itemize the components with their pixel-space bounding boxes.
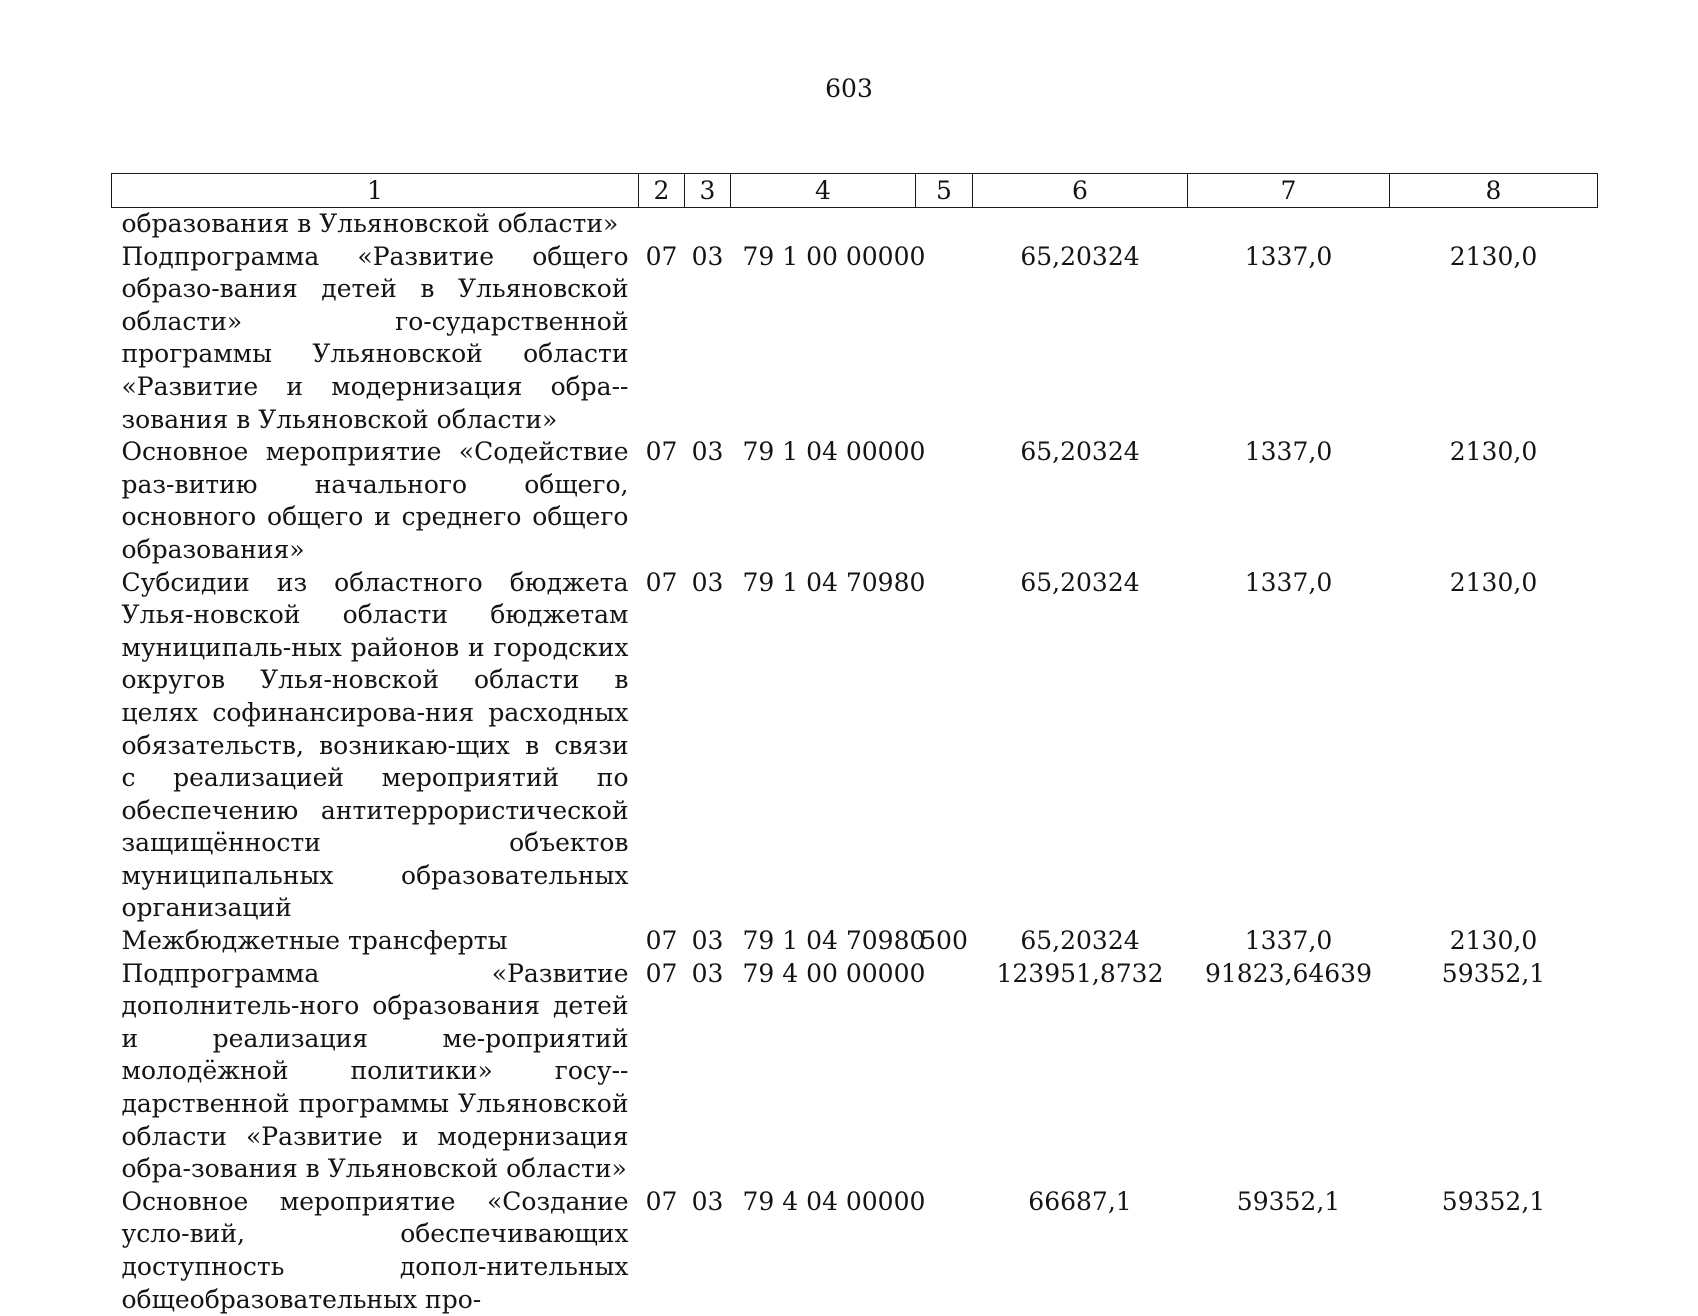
row-subsection: 03 <box>691 567 724 597</box>
row-expense-type: 500 <box>920 926 968 956</box>
budget-table <box>111 173 1598 1316</box>
row-amount-6: 65,20324 <box>1020 926 1140 956</box>
row-subsection: 03 <box>691 1186 724 1216</box>
row-description: Основное мероприятие «Содействие раз-витию начального общего, основного общего и среднего общего образования» <box>121 437 629 564</box>
header-col-1: 1 <box>112 174 639 208</box>
row-target-code: 79 1 04 00000 <box>742 437 926 467</box>
row-section: 07 <box>645 437 678 467</box>
row-amount-6: 66687,1 <box>1028 1186 1132 1216</box>
row-amount-6 <box>973 208 1188 241</box>
row-subsection <box>685 208 731 241</box>
row-target-code: 79 1 00 00000 <box>742 241 926 271</box>
row-expense-type <box>916 208 973 241</box>
row-subsection: 03 <box>691 926 724 956</box>
row-section: 07 <box>645 1186 678 1216</box>
row-description: Субсидии из областного бюджета Улья-новской области бюджетам муниципаль-ных районов и городских округов Улья-новской области в целях софинансирова-ния расходных обязательств, возникаю-щих в связи с реализацией мероприятий по обеспечению антитеррористической защищённости объектов муниципальных образовательных организаций <box>121 567 629 923</box>
row-amount-6: 65,20324 <box>1020 437 1140 467</box>
row-target-code: 79 4 00 00000 <box>742 958 926 988</box>
row-subsection: 03 <box>691 958 724 988</box>
row-amount-8: 59352,1 <box>1441 1186 1546 1216</box>
page-number: 603 <box>825 74 873 103</box>
row-amount-7: 91823,64639 <box>1204 958 1372 988</box>
header-col-3: 3 <box>685 174 731 208</box>
header-col-2: 2 <box>639 174 685 208</box>
row-amount-6: 123951,8732 <box>996 958 1164 988</box>
row-amount-7: 59352,1 <box>1236 1186 1341 1216</box>
row-amount-6: 65,20324 <box>1020 567 1140 597</box>
header-col-4: 4 <box>731 174 916 208</box>
row-amount-8: 59352,1 <box>1441 958 1546 988</box>
row-amount-7: 1337,0 <box>1244 926 1333 956</box>
row-section: 07 <box>645 926 678 956</box>
header-col-5: 5 <box>916 174 973 208</box>
row-section: 07 <box>645 958 678 988</box>
row-subsection: 03 <box>691 241 724 271</box>
row-amount-8: 2130,0 <box>1449 926 1538 956</box>
row-subsection: 03 <box>691 437 724 467</box>
table-header-row <box>112 174 1598 208</box>
row-target-code: 79 1 04 70980 <box>742 926 926 956</box>
row-section <box>639 208 685 241</box>
row-amount-7: 1337,0 <box>1244 241 1333 271</box>
table-row <box>112 958 1598 1186</box>
row-amount-7: 1337,0 <box>1244 567 1333 597</box>
header-col-6: 6 <box>973 174 1188 208</box>
table-row <box>112 208 1598 241</box>
table-row <box>112 567 1598 926</box>
row-description: Основное мероприятие «Создание усло-вий, обеспечивающих доступность допол-нительных общеобразовательных про- <box>121 1186 629 1314</box>
row-amount-8: 2130,0 <box>1449 437 1538 467</box>
table-row <box>112 925 1598 958</box>
row-amount-7: 1337,0 <box>1244 437 1333 467</box>
table-row <box>112 436 1598 566</box>
row-section: 07 <box>645 241 678 271</box>
row-target-code <box>731 208 916 241</box>
row-section: 07 <box>645 567 678 597</box>
row-description: Межбюджетные трансферты <box>121 926 508 956</box>
row-target-code: 79 4 04 00000 <box>742 1186 926 1216</box>
row-target-code: 79 1 04 70980 <box>742 567 926 597</box>
row-expense-type <box>916 567 973 926</box>
row-description: Подпрограмма «Развитие общего образо-вания детей в Ульяновской области» го-сударственной программы Ульяновской области «Развитие и модернизация обра-зования в Ульяновской области» <box>121 241 629 434</box>
header-col-7: 7 <box>1188 174 1390 208</box>
row-amount-8 <box>1390 208 1598 241</box>
table-row <box>112 241 1598 437</box>
header-col-8: 8 <box>1390 174 1598 208</box>
row-amount-8: 2130,0 <box>1449 567 1538 597</box>
row-amount-7 <box>1188 208 1390 241</box>
row-description: Подпрограмма «Развитие дополнитель-ного образования детей и реализация ме-роприятий молодёжной политики» госу-дарственной программы Ульяновской области «Развитие и модернизация обра-зования в Ульяновской области» <box>121 958 629 1184</box>
row-description: образования в Ульяновской области» <box>121 209 619 238</box>
table-row <box>112 1186 1598 1316</box>
row-amount-8: 2130,0 <box>1449 241 1538 271</box>
row-amount-6: 65,20324 <box>1020 241 1140 271</box>
row-expense-type <box>916 958 973 1186</box>
